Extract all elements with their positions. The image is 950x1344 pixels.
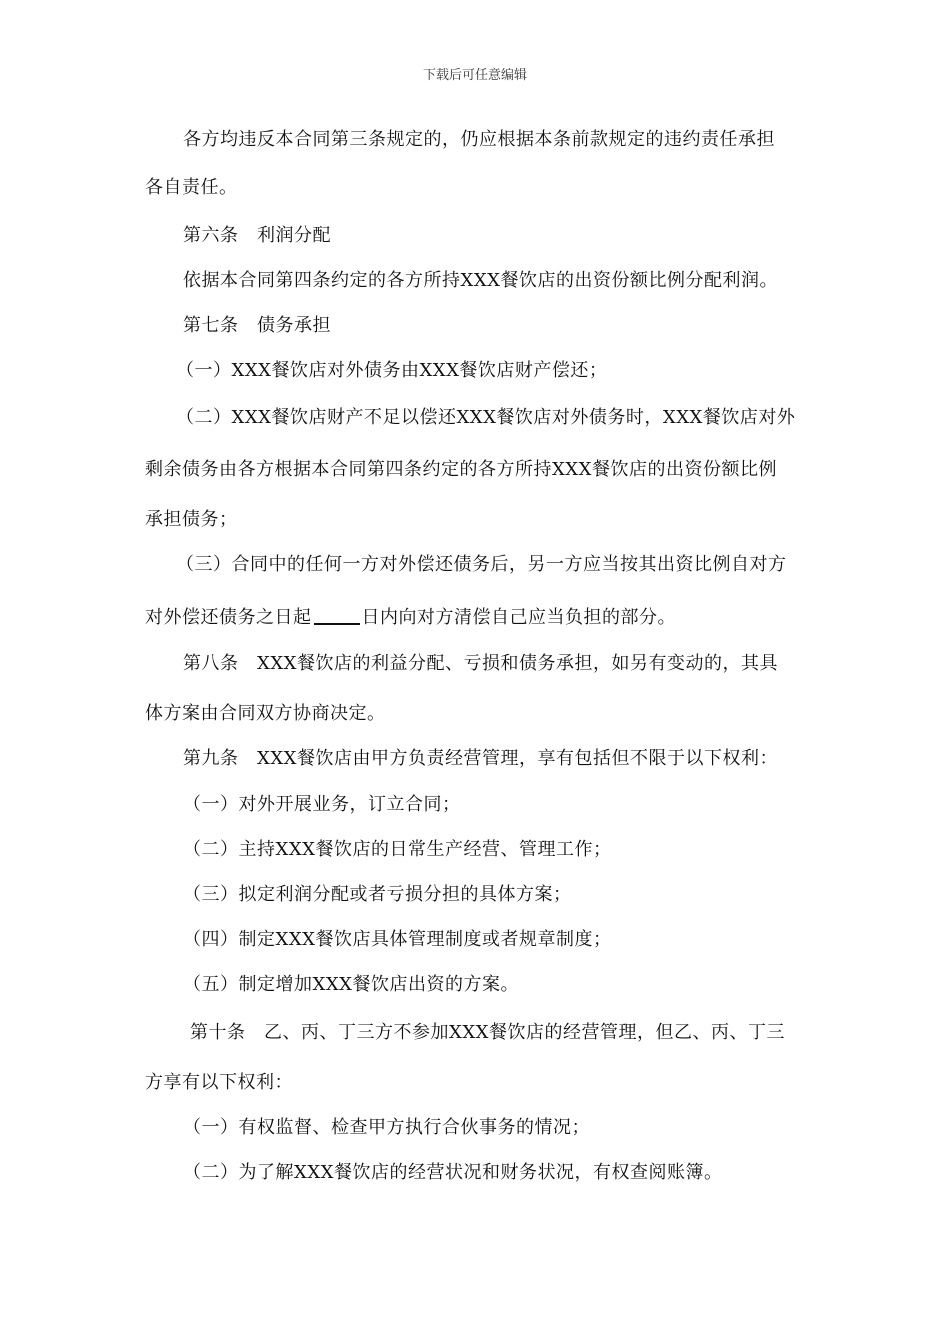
paragraph-line: 剩余债务由各方根据本合同第四条约定的各方所持XXX餐饮店的出资份额比例 [145, 459, 777, 480]
page-header: 下载后可任意编辑 [422, 68, 527, 83]
paragraph-line: 方享有以下权利： [145, 1072, 293, 1093]
paragraph-line: 依据本合同第四条约定的各方所持XXX餐饮店的出资份额比例分配利润。 [183, 270, 778, 291]
clause-line: （二）主持XXX餐饮店的日常生产经营、管理工作； [183, 839, 612, 860]
article-heading-10: 第十条 乙、丙、丁三方不参加XXX餐饮店的经营管理，但乙、丙、丁三 [190, 1022, 785, 1043]
clause-line: （一）对外开展业务，订立合同； [183, 794, 461, 815]
article-heading-8: 第八条 XXX餐饮店的利益分配、亏损和债务承担，如另有变动的，其具 [183, 653, 778, 674]
clause-line: （一）有权监督、检查甲方执行合伙事务的情况； [183, 1117, 590, 1138]
paragraph-line: 各自责任。 [145, 177, 238, 198]
clause-line: （三）拟定利润分配或者亏损分担的具体方案； [183, 884, 572, 905]
text-segment: 日内向对方清偿自己应当负担的部分。 [361, 607, 676, 628]
paragraph-line: 承担债务； [145, 509, 238, 530]
article-heading-9: 第九条 XXX餐饮店由甲方负责经营管理，享有包括但不限于以下权利： [183, 748, 778, 769]
text-segment: 对外偿还债务之日起 [145, 607, 312, 628]
clause-line: （二）XXX餐饮店财产不足以偿还XXX餐饮店对外债务时，XXX餐饮店对外 [176, 407, 796, 428]
clause-line: （一）XXX餐饮店对外债务由XXX餐饮店财产偿还； [176, 360, 608, 381]
paragraph-line: 体方案由合同双方协商决定。 [145, 703, 386, 724]
clause-line: （四）制定XXX餐饮店具体管理制度或者规章制度； [183, 929, 612, 950]
article-heading-7: 第七条 债务承担 [183, 315, 331, 336]
paragraph-line: 各方均违反本合同第三条规定的，仍应根据本条前款规定的违约责任承担 [183, 129, 775, 150]
article-heading-6: 第六条 利润分配 [183, 225, 331, 246]
paragraph-line [145, 605, 676, 630]
clause-line: （三）合同中的任何一方对外偿还债务后，另一方应当按其出资比例自对方 [176, 554, 787, 575]
clause-line: （二）为了解XXX餐饮店的经营状况和财务状况，有权查阅账簿。 [183, 1162, 723, 1183]
fill-in-blank [314, 605, 360, 625]
clause-line: （五）制定增加XXX餐饮店出资的方案。 [183, 974, 519, 995]
